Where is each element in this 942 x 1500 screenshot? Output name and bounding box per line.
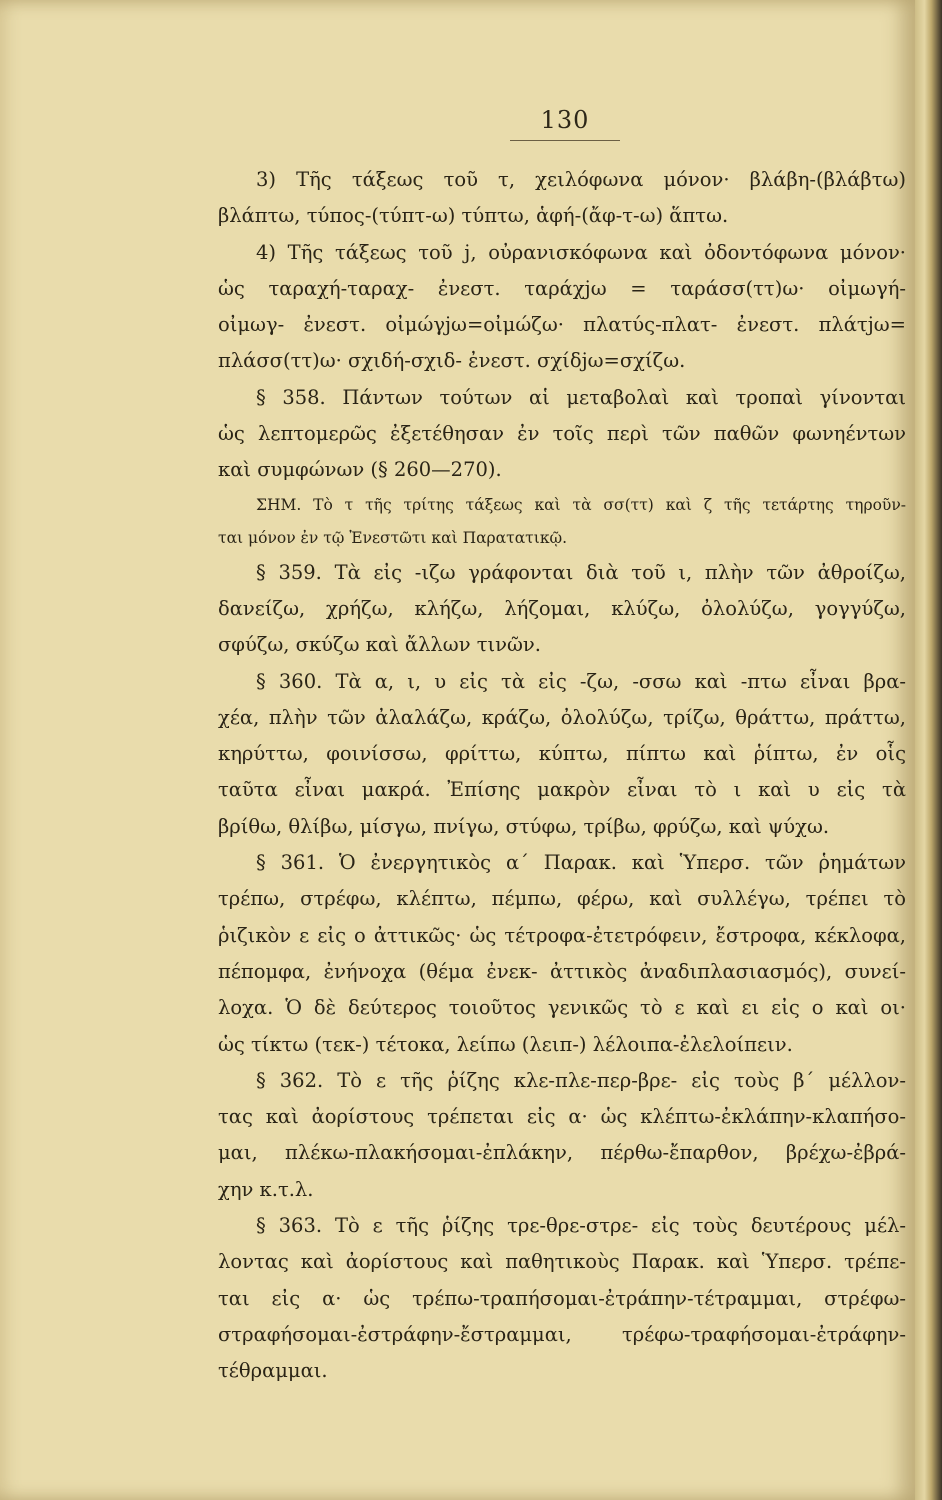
text-line: τέθραμμαι. [218,1359,328,1383]
text-line: ῥιζικὸν ε εἰς ο ἀττικῶς· ὡς τέτροφα-ἐτετρόφειν, ἔστροφα, κέκλοφα, [218,923,906,947]
text-line: χην κ.τ.λ. [218,1177,314,1201]
text-line: βρίθω, θλίβω, μίσγω, πνίγω, στύφω, τρίβω, φρύζω, καὶ ψύχω. [218,814,830,838]
text-line: § 359. Τὰ εἰς -ιζω γράφονται διὰ τοῦ ι, πλὴν τῶν ἀθροίζω, [256,560,906,584]
text-line: ται εἰς α· ὡς τρέπω-τραπήσομαι-ἐτράπην-τέτραμμαι, στρέφω- [218,1286,906,1310]
text-line: τας καὶ ἀορίστους τρέπεται εἰς α· ὡς κλέπτω-ἐκλάπην-κλαπήσο- [218,1105,906,1129]
text-line: στραφήσομαι-ἐστράφην-ἔστραμμαι, τρέφω-τραφήσομαι-ἐτράφην- [218,1322,906,1346]
text-line: πέπομφα, ἐνήνοχα (θέμα ἐνεκ- ἀττικὸς ἀναδιπλασιασμός), συνεί- [218,959,906,983]
page-number: 130 [540,106,590,134]
text-line: μαι, πλέκω-πλακήσομαι-ἐπλάκην, πέρθω-ἔπαρθον, βρέχω-ἐβρά- [218,1141,906,1165]
text-line: ὡς λεπτομερῶς ἐξετέθησαν ἐν τοῖς περὶ τῶν παθῶν φωνηέντων [218,422,906,446]
page-text [218,162,906,1390]
text-line: κηρύττω, φοινίσσω, φρίττω, κύπτω, πίπτω καὶ ῥίπτω, ἐν οἷς [218,742,906,766]
text-line: 3) Τῆς τάξεως τοῦ τ, χειλόφωνα μόνον· βλάβη-(βλάβτω) [256,168,906,191]
note-line: ΣΗΜ. Τὸ τ τῆς τρίτης τάξεως καὶ τὰ σσ(ττ) καὶ ζ τῆς τετάρτης τηροῦν- [256,495,906,514]
text-line: λοχα. Ὁ δὲ δεύτερος τοιοῦτος γενικῶς τὸ ε καὶ ει εἰς ο καὶ οι· [218,996,906,1020]
text-line: οἰμωγ- ἐνεστ. οἰμώγjω=οἰμώζω· πλατύς-πλατ- ἐνεστ. πλάτjω= [218,313,906,337]
page-edge [915,0,942,1500]
text-line: πλάσσ(ττ)ω· σχιδή-σχιδ- ἐνεστ. σχίδjω=σχίζω. [218,349,686,373]
text-line: δανείζω, χρήζω, κλήζω, λήζομαι, κλύζω, ὀλολύζω, γογγύζω, [218,596,906,620]
text-line: 4) Τῆς τάξεως τοῦ j, οὐρανισκόφωνα καὶ ὀδοντόφωνα μόνον· [256,240,906,264]
text-line: § 362. Τὸ ε τῆς ῥίζης κλε-πλε-περ-βρε- εἰς τοὺς β΄ μέλλον- [256,1068,906,1092]
text-line: § 360. Τὰ α, ι, υ εἰς τὰ εἰς -ζω, -σσω καὶ -πτω εἶναι βρα- [256,669,906,693]
text-line: καὶ συμφώνων (§ 260—270). [218,458,502,482]
header-rule [510,140,620,141]
text-line: χέα, πλὴν τῶν ἀλαλάζω, κράζω, ὀλολύζω, τρίζω, θράττω, πράττω, [218,705,906,729]
note-line: ται μόνον ἐν τῷ Ἐνεστῶτι καὶ Παρατατικῷ. [218,528,568,547]
text-line: § 363. Τὸ ε τῆς ῥίζης τρε-θρε-στρε- εἰς τοὺς δευτέρους μέλ- [256,1214,906,1238]
text-line: τρέπω, στρέφω, κλέπτω, πέμπω, φέρω, καὶ συλλέγω, τρέπει τὸ [218,887,906,911]
text-line: ταῦτα εἶναι μακρά. Ἐπίσης μακρὸν εἶναι τὸ ι καὶ υ εἰς τὰ [218,778,906,802]
text-line: βλάπτω, τύπος-(τύπτ-ω) τύπτω, ἁφή-(ἄφ-τ-ω) ἅπτω. [218,204,729,228]
text-line: ὡς τίκτω (τεκ-) τέτοκα, λείπω (λειπ-) λέλοιπα-ἐλελοίπειν. [218,1032,793,1056]
text-line: σφύζω, σκύζω καὶ ἄλλων τινῶν. [218,633,541,657]
text-line: λοντας καὶ ἀορίστους καὶ παθητικοὺς Παρακ. καὶ Ὑπερσ. τρέπε- [218,1250,906,1274]
text-line: § 361. Ὁ ἐνεργητικὸς α΄ Παρακ. καὶ Ὑπερσ. τῶν ῥημάτων [256,851,906,875]
text-line: ὡς ταραχή-ταραχ- ἐνεστ. ταράχjω = ταράσσ(ττ)ω· οἰμωγή- [218,276,906,300]
text-line: § 358. Πάντων τούτων αἱ μεταβολαὶ καὶ τροπαὶ γίνονται [256,385,906,409]
